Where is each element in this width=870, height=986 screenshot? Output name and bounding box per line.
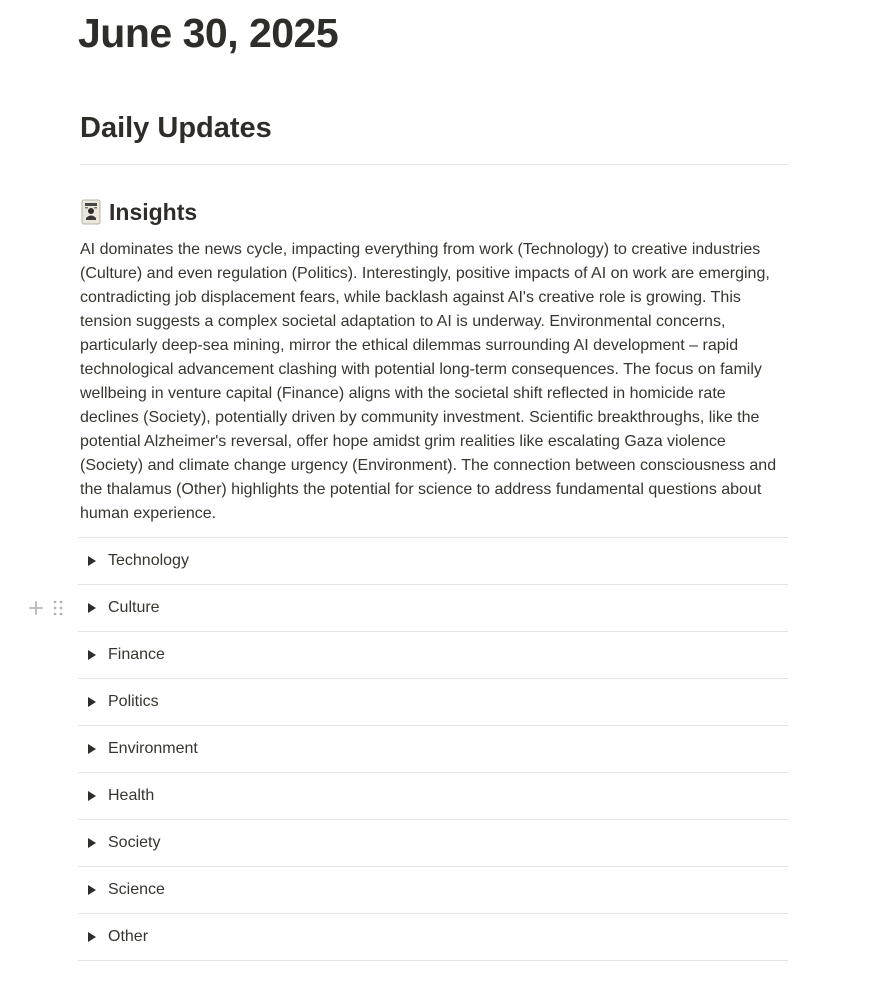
insights-heading-text: Insights bbox=[109, 198, 198, 225]
daily-updates-heading[interactable]: Daily Updates bbox=[80, 112, 272, 144]
toggle-society[interactable] bbox=[78, 819, 788, 866]
toggle-finance[interactable] bbox=[78, 631, 788, 678]
caret-right-icon[interactable] bbox=[88, 791, 96, 801]
toggle-label: Society bbox=[108, 834, 161, 851]
toggle-other[interactable] bbox=[78, 913, 788, 961]
toggle-culture[interactable] bbox=[78, 584, 788, 631]
newspaper-icon bbox=[80, 199, 102, 225]
block-handles bbox=[28, 596, 64, 620]
toggle-label: Culture bbox=[108, 599, 160, 616]
toggle-environment[interactable] bbox=[78, 725, 788, 772]
toggle-label: Technology bbox=[108, 552, 189, 569]
caret-right-icon[interactable] bbox=[88, 744, 96, 754]
toggle-list bbox=[78, 537, 788, 961]
toggle-technology[interactable] bbox=[78, 537, 788, 584]
toggle-politics[interactable] bbox=[78, 678, 788, 725]
caret-right-icon[interactable] bbox=[88, 650, 96, 660]
toggle-label: Environment bbox=[108, 740, 198, 757]
toggle-health[interactable] bbox=[78, 772, 788, 819]
caret-right-icon[interactable] bbox=[88, 885, 96, 895]
toggle-label: Politics bbox=[108, 693, 159, 710]
insights-paragraph[interactable]: AI dominates the news cycle, impacting everything from work (Technology) to creative industries (Culture) and even regulation (Politics). Interestingly, positive impacts of AI on work are emerging, contradicting job displacement fears, while backlash against AI's creative role is growing. This tension suggests a complex societal adaptation to AI is underway. Environmental concerns, particularly deep-sea mining, mirror the ethical dilemmas surrounding AI development – rapid technological advancement clashing with potential long-term consequences. The focus on family wellbeing in venture capital (Finance) aligns with the societal shift reflected in homicide rate declines (Society), potentially driven by community investment. Scientific breakthroughs, like the potential Alzheimer's reversal, offer hope amidst grim realities like escalating Gaza violence (Society) and climate change urgency (Environment). The connection between consciousness and the thalamus (Other) highlights the potential for science to address fundamental questions about human experience. bbox=[80, 241, 777, 522]
caret-right-icon[interactable] bbox=[88, 838, 96, 848]
caret-right-icon[interactable] bbox=[88, 603, 96, 613]
toggle-label: Other bbox=[108, 928, 149, 945]
page-title[interactable]: June 30, 2025 bbox=[78, 10, 339, 56]
drag-handle-icon[interactable] bbox=[52, 599, 64, 617]
toggle-label: Finance bbox=[108, 646, 165, 663]
toggle-label: Health bbox=[108, 787, 155, 804]
toggle-science[interactable] bbox=[78, 866, 788, 913]
section-divider bbox=[80, 164, 788, 165]
insights-heading[interactable] bbox=[80, 196, 197, 228]
plus-icon[interactable] bbox=[28, 600, 44, 616]
toggle-label: Science bbox=[108, 881, 165, 898]
caret-right-icon[interactable] bbox=[88, 556, 96, 566]
caret-right-icon[interactable] bbox=[88, 932, 96, 942]
caret-right-icon[interactable] bbox=[88, 697, 96, 707]
